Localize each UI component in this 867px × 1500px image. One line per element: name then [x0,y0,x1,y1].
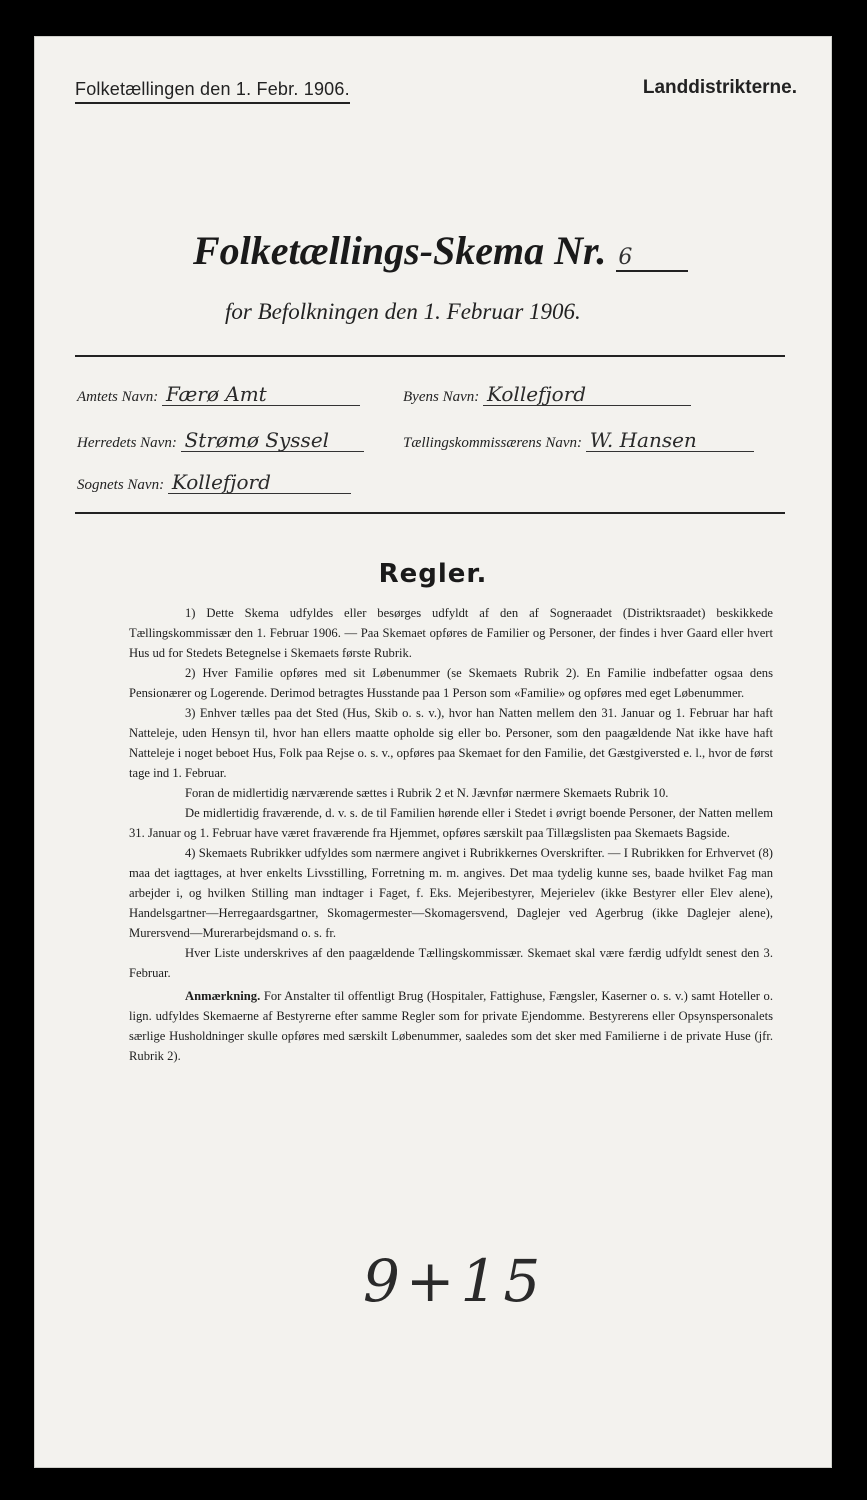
rule-4a: 4) Skemaets Rubrikker udfyldes som nærmere angivet i Rubrikkernes Overskrifter. — I Rubrikken for Erhvervet (8) maa det iagttages, at hver enkelts Livsstilling, Forretning m. m. angives. Det maa tydelig kunne ses, baade hvilket Fag man arbejder i, og hvilken Stilling man indtager i Faget, f. Eks. Mejeribestyrer, Mejerielev (ikke Bestyrer eller Elev alene), Handelsgartner—Herregaardsgartner, Skomagermester—Skomagersvend, Daglejer ved Agerbrug (ikke Daglejer alene), Murersvend—Murerarbejdsmand o. s. fr. [129,846,773,940]
rule-4b: Hver Liste underskrives af den paagældende Tællingskommissær. Skemaet skal være færdig udfyldt senest den 3. Februar. [129,946,773,980]
rules-body [129,603,773,1066]
census-header: Folketællingen den 1. Febr. 1906. [75,79,350,104]
amt-field [77,383,360,406]
sogn-value: Kollefjord [168,471,351,494]
rule-3a: 3) Enhver tælles paa det Sted (Hus, Skib o. s. v.), hvor han Natten mellem den 31. Januar og 1. Februar har haft Natteleje, uden Hensyn til, hvor han ellers maatte opholde sig eller bo. Personer, som den paagældende Nat ikke have haft Natteleje i noget beboet Hus, Folk paa Rejse o. s. v., opføres paa Skemaet for den Familie, det Gæstgiversted e. l., hvor de først tage ind 1. Februar. [129,706,773,780]
rule-3b: Foran de midlertidig nærværende sættes i Rubrik 2 et N. Jævnfør nærmere Skemaets Rubrik 10. [185,786,669,800]
kommissaer-label: Tællingskommissærens Navn: [403,435,583,451]
by-field [403,383,691,406]
note-lead: Anmærkning. [185,989,261,1003]
rule-3c: De midlertidig fraværende, d. v. s. de til Familien hørende eller i Stedet i øvrigt boende Personer, der Natten mellem 31. Januar og 1. Februar have været fraværende fra Hjemmet, opføres særskilt paa Tillægslisten paa Skemaets Bagside. [129,806,773,840]
by-label: Byens Navn: [403,389,480,405]
handwritten-note: 9+15 [363,1247,547,1315]
note-paragraph [129,986,773,1066]
herred-label: Herredets Navn: [77,435,177,451]
form-title [193,227,688,274]
amt-label: Amtets Navn: [77,389,159,405]
district-type: Landdistrikterne. [642,77,797,98]
divider-top [75,355,785,357]
rule-2: 2) Hver Familie opføres med sit Løbenummer (se Skemaets Rubrik 2). En Familie indbefatter ogsaa dens Pensionærer og Logerende. Derimod betragtes Husstande paa 1 Person som «Familie» og opføres med eget Løbenummer. [129,666,773,700]
rules-heading: Regler. [378,559,488,589]
note-text: For Anstalter til offentligt Brug (Hospitaler, Fattighuse, Fængsler, Kaserner o. s. v.) samt Hoteller o. lign. udfyldes Skemaerne af Bestyrerne efter samme Regler som for private Ejendomme. Bestyrerens eller Opsynspersonalets særlige Husholdninger skulle opføres med særskilt Løbenummer, saaledes som det sker med Familierne i de private Huse (jfr. Rubrik 2). [129,989,773,1063]
form-subtitle: for Befolkningen den 1. Februar 1906. [225,299,581,324]
by-value: Kollefjord [483,383,691,406]
kommissaer-value: W. Hansen [586,429,754,452]
amt-value: Færø Amt [162,383,360,406]
form-title-text: Folketællings-Skema Nr. [193,228,607,273]
divider-bottom [75,512,785,514]
herred-value: Strømø Syssel [181,429,364,452]
sogn-label: Sognets Navn: [77,477,165,493]
herred-field [77,429,364,452]
census-form-page [34,36,832,1468]
kommissaer-field [403,429,754,452]
rule-1: 1) Dette Skema udfyldes eller besørges udfyldt af den af Sogneraadet (Distriktsraadet) beskikkede Tællingskommissær den 1. Februar 1906. — Paa Skemaet opføres de Familier og Personer, der findes i hver Gaard eller hvert Hus ud for Stedets Betegnelse i Skemaets første Rubrik. [129,606,773,660]
form-number: 6 [616,245,688,272]
sogn-field [77,471,351,494]
